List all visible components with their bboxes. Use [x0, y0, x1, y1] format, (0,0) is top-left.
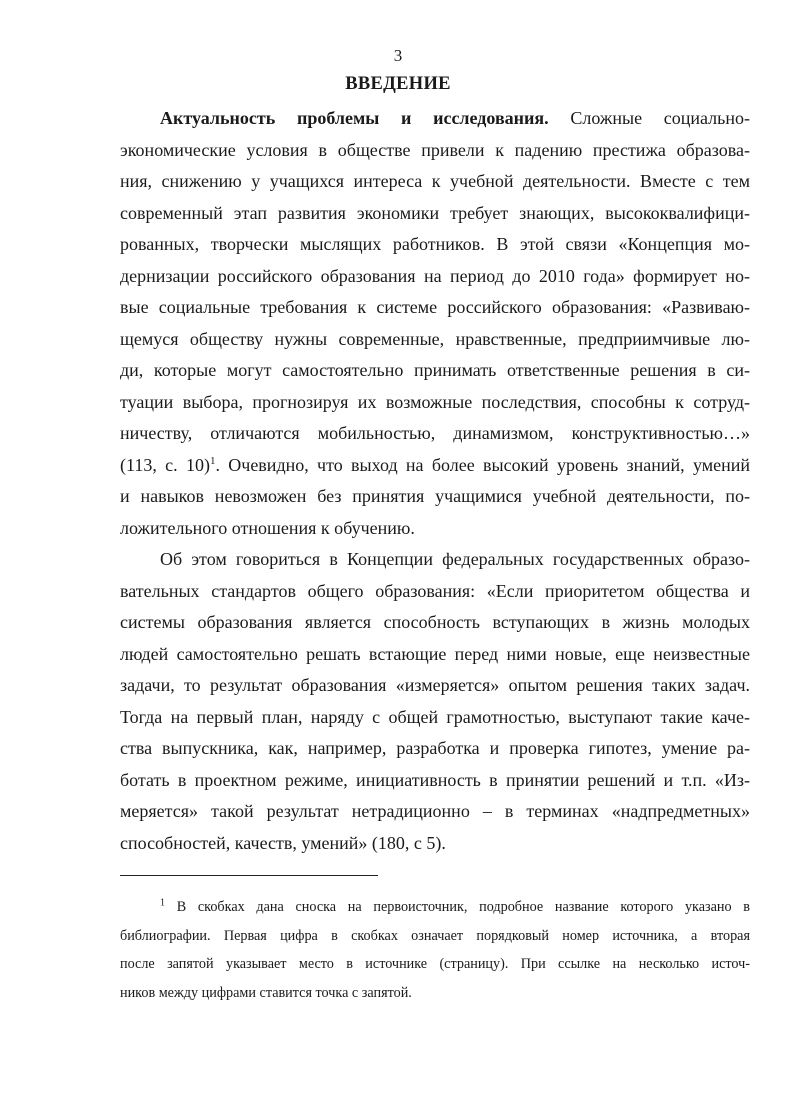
- text-line: современный этап развития экономики требует знающих, высококвалифици-: [120, 202, 750, 223]
- text-line: Об этом говориться в Концепции федеральных государственных образо-: [160, 549, 750, 569]
- footnote-divider: [120, 875, 378, 876]
- text-line: ничеству, отличаются мобильностью, динамизмом, конструктивностью…»: [120, 423, 750, 443]
- text-line: людей самостоятельно решать встающие перед ними новые, еще неизвестные: [120, 643, 750, 664]
- text-line: [120, 450, 750, 482]
- text-line: ботать в проектном режиме, инициативность в принятии решений и т.п. «Из-: [120, 769, 750, 790]
- paragraph-concept: [120, 544, 750, 859]
- footnote-line: после запятой указывает место в источнике (страницу). При ссылке на несколько источ-: [120, 956, 750, 972]
- text-line: ства выпускника, как, например, разработка и проверка гипотез, умение ра-: [120, 738, 750, 758]
- citation: (113, с. 10): [120, 454, 210, 475]
- paragraph-relevance: [120, 103, 750, 544]
- footnote-marker: 1: [160, 897, 165, 909]
- footnote-line: ников между цифрами ставится точка с запятой.: [120, 984, 412, 1001]
- text-line: дернизации российского образования на период до 2010 года» формирует но-: [120, 265, 750, 286]
- text-line: Тогда на первый план, наряду с общей грамотностью, выступают такие каче-: [120, 706, 750, 727]
- text-line: экономические условия в обществе привели к падению престижа образова-: [120, 139, 750, 160]
- text-line: вательных стандартов общего образования: «Если приоритетом общества и: [120, 580, 750, 601]
- text-line: задачи, то результат образования «измеряется» опытом решения таких задач.: [120, 675, 750, 695]
- text-line: способностей, качеств, умений» (180, с 5).: [120, 832, 446, 853]
- lead-phrase: Актуальность проблемы и исследования.: [160, 108, 549, 128]
- text-line: меряется» такой результат нетрадиционно – в терминах «надпредметных»: [120, 801, 750, 821]
- footnote: [120, 893, 750, 1007]
- footnote-line: [120, 893, 750, 922]
- footnote-line: библиографии. Первая цифра в скобках означает порядковый номер источника, а вторая: [120, 927, 750, 944]
- line-text: В скобках дана сноска на первоисточник, подробное название которого указано в: [176, 899, 751, 915]
- text-line: щемуся обществу нужны современные, нравственные, предприимчивые лю-: [120, 328, 750, 349]
- text-line: ложительного отношения к обучению.: [120, 517, 415, 538]
- text-line: ния, снижению у учащихся интереса к учебной деятельности. Вместе с тем: [120, 171, 750, 191]
- footnote-ref[interactable]: 1: [209, 454, 216, 467]
- text-line: ди, которые могут самостоятельно принимать ответственные решения в си-: [120, 360, 750, 380]
- text-line: вые социальные требования к системе российского образования: «Развиваю-: [120, 297, 750, 317]
- line-text: Сложные социально-: [570, 108, 751, 128]
- text-line: [120, 103, 750, 135]
- text-line: системы образования является способность вступающих в жизнь молодых: [120, 612, 750, 632]
- text-line: рованных, творчески мыслящих работников. В этой связи «Концепция мо-: [120, 234, 750, 254]
- text-line: туации выбора, прогнозируя их возможные последствия, способны к сотруд-: [120, 391, 750, 412]
- line-text: . Очевидно, что выход на более высокий уровень знаний, умений: [215, 454, 751, 475]
- text-line: и навыков невозможен без принятия учащимися учебной деятельности, по-: [120, 486, 750, 506]
- page-title: ВВЕДЕНИЕ: [345, 74, 451, 94]
- page-number: 3: [393, 46, 403, 65]
